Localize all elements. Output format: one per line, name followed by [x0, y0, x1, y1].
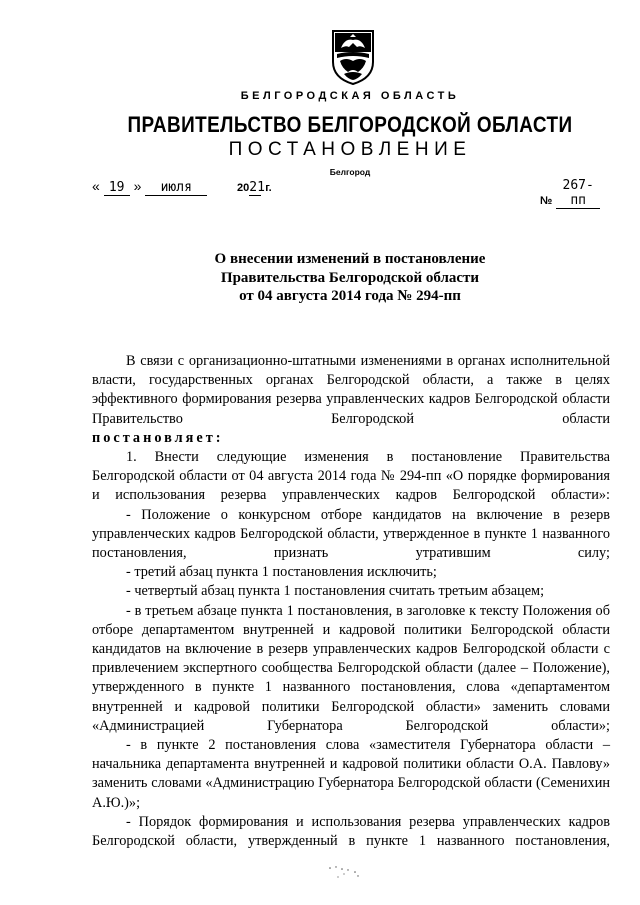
dash-paragraph: - в пункте 2 постановления слова «заместителя Губернатора области – начальника департамента внутренней и кадровой политики области О.А. Павлову» заменить словами «Администрацию Губернатора Белгородской области (Семенихин А.Ю.)»;: [92, 737, 610, 811]
title-line: О внесении изменений в постановление: [214, 251, 486, 267]
document-title: [120, 250, 580, 306]
dash-paragraph: - четвертый абзац пункта 1 постановления считать третьим абзацем;: [126, 583, 545, 600]
number-label: №: [540, 195, 553, 207]
dash-paragraph: - Порядок формирования и использования резерва управленческих кадров Белгородской области, утвержденный в пункте 1 названного постановления,: [92, 813, 610, 850]
date-close-quote: »: [133, 178, 142, 194]
number-value: 267-пп: [556, 178, 600, 209]
scan-mark: [300, 862, 390, 882]
resolves-word: [92, 429, 610, 448]
date-year-suffix: 21: [249, 180, 265, 195]
title-line: от 04 августа 2014 года № 294-пп: [239, 288, 461, 304]
document-body: [92, 352, 610, 851]
date-year-abbr: г.: [265, 182, 272, 194]
dash-paragraph: - в третьем абзаце пункта 1 постановления, в заголовке к тексту Положения об отборе департаментом внутренней и кадровой политики Белгородской области кандидатов на включение в резерв управленческих кадров Белгородской области с привлечением экспертного сообщества Белгородской области (далее – Положение), утвержденного в пункте 1 названного постановления, слова «департаментом внутренней и кадровой политики Белгородской области» заменить словами «Администрацией Губернатора Белгородской области»;: [92, 602, 610, 734]
dash-paragraph: - Положение о конкурсном отборе кандидатов на включение в резерв управленческих кадров Белгородской области, утвержденное в пункте 1 названного постановления, признать утратившим силу;: [92, 506, 610, 562]
preamble-paragraph: В связи с организационно-штатными изменениями в органах исполнительной власти, государственных органах Белгородской области, а также в целях эффективного формирования резерва управленческих кадров Белгородской области Правительство Белгородской области: [92, 353, 610, 427]
title-line: Правительства Белгородской области: [220, 269, 480, 286]
city-name: Белгород: [329, 167, 371, 177]
date-open-quote: «: [92, 178, 100, 194]
item-1-paragraph: 1. Внести следующие изменения в постановление Правительства Белгородской области от 04 августа 2014 года № 294-пп «О порядке формирования и использования резерва управленческих кадров Белгородской области»:: [92, 449, 610, 504]
date-month: июля: [145, 180, 207, 196]
region-name: БЕЛГОРОДСКАЯ ОБЛАСТЬ: [240, 90, 460, 102]
date-year-prefix: 20: [237, 182, 250, 194]
document-type: ПОСТАНОВЛЕНИЕ: [228, 139, 472, 160]
date-day: 19: [104, 180, 130, 196]
dash-paragraph: - третий абзац пункта 1 постановления исключить;: [126, 564, 437, 581]
resolves-text: постановляет:: [92, 429, 224, 446]
belgorod-coat-of-arms-icon: [330, 28, 376, 86]
document-date: [92, 178, 272, 196]
government-name: ПРАВИТЕЛЬСТВО БЕЛГОРОДСКОЙ ОБЛАСТИ: [127, 112, 573, 137]
document-number: [540, 178, 600, 209]
